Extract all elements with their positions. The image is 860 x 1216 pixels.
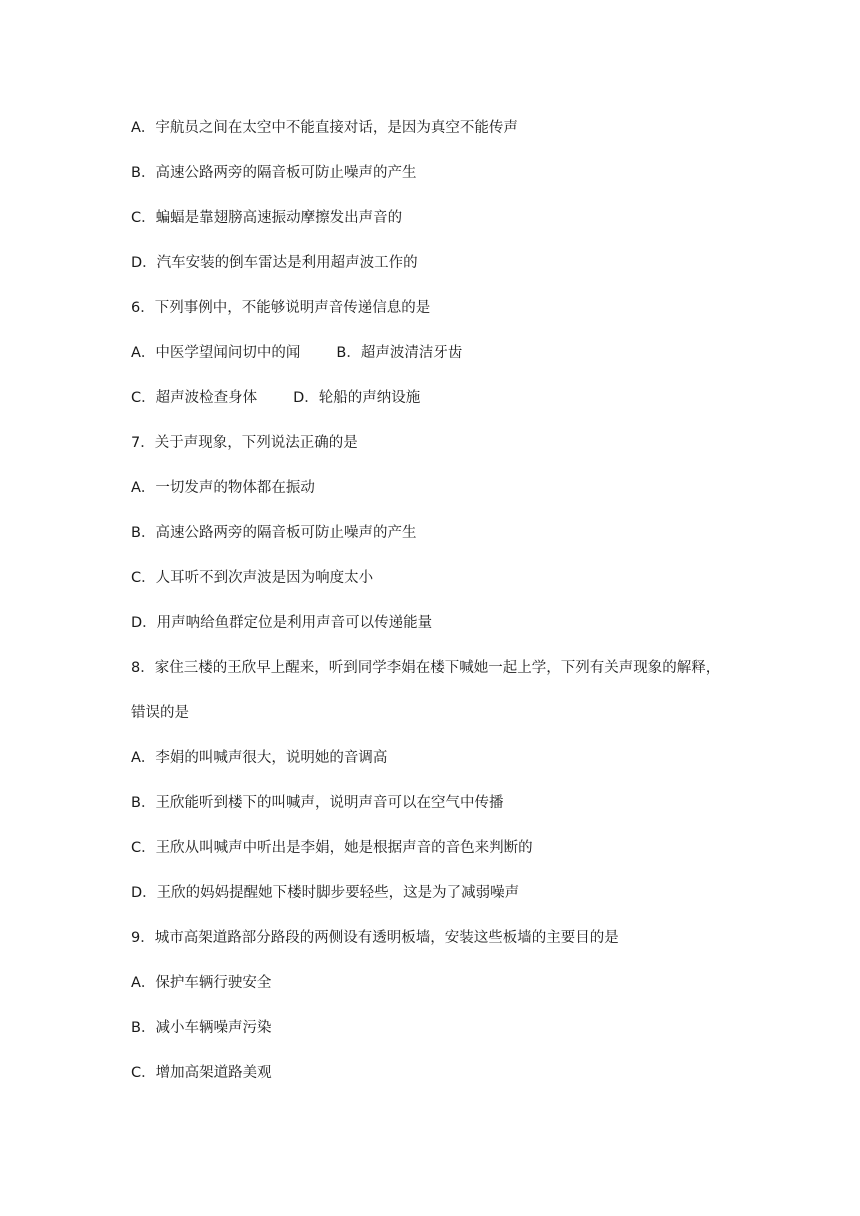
q6-options-row-1 bbox=[131, 343, 462, 363]
q9-stem: 9．城市高架道路部分路段的两侧设有透明板墙，安装这些板墙的主要目的是 bbox=[131, 930, 619, 946]
q7-option-b: B．高速公路两旁的隔音板可防止噪声的产生 bbox=[131, 525, 417, 541]
q8-option-b: B．王欣能听到楼下的叫喊声，说明声音可以在空气中传播 bbox=[131, 795, 504, 811]
q5-option-d: D．汽车安装的倒车雷达是利用超声波工作的 bbox=[131, 255, 418, 271]
q9-option-a: A．保护车辆行驶安全 bbox=[131, 975, 272, 991]
q8-option-d: D．王欣的妈妈提醒她下楼时脚步要轻些，这是为了减弱噪声 bbox=[131, 885, 520, 901]
q8-stem-line-2: 错误的是 bbox=[131, 705, 189, 721]
q6-stem: 6．下列事例中，不能够说明声音传递信息的是 bbox=[131, 300, 431, 316]
q8-option-a: A．李娟的叫喊声很大，说明她的音调高 bbox=[131, 750, 388, 766]
q6-option-a: A．中医学望闻问切中的闻 bbox=[131, 345, 301, 361]
q5-option-a: A．宇航员之间在太空中不能直接对话，是因为真空不能传声 bbox=[131, 120, 518, 136]
q5-option-b: B．高速公路两旁的隔音板可防止噪声的产生 bbox=[131, 165, 417, 181]
q6-option-d: D．轮船的声纳设施 bbox=[293, 390, 421, 406]
q7-stem: 7．关于声现象，下列说法正确的是 bbox=[131, 435, 358, 451]
q6-option-b: B．超声波清洁牙齿 bbox=[336, 345, 463, 361]
q8-option-c: C．王欣从叫喊声中听出是李娟，她是根据声音的音色来判断的 bbox=[131, 840, 533, 856]
q9-option-c: C．增加高架道路美观 bbox=[131, 1065, 272, 1081]
q6-option-c: C．超声波检查身体 bbox=[131, 390, 258, 406]
q6-options-row-2 bbox=[131, 388, 420, 408]
q9-option-b: B．减小车辆噪声污染 bbox=[131, 1020, 272, 1036]
q7-option-d: D．用声呐给鱼群定位是利用声音可以传递能量 bbox=[131, 615, 433, 631]
q7-option-c: C．人耳听不到次声波是因为响度太小 bbox=[131, 570, 374, 586]
q7-option-a: A．一切发声的物体都在振动 bbox=[131, 480, 315, 496]
q8-stem-line-1: 8．家住三楼的王欣早上醒来，听到同学李娟在楼下喊她一起上学，下列有关声现象的解释， bbox=[131, 660, 721, 676]
q5-option-c: C．蝙蝠是靠翅膀高速振动摩擦发出声音的 bbox=[131, 210, 403, 226]
